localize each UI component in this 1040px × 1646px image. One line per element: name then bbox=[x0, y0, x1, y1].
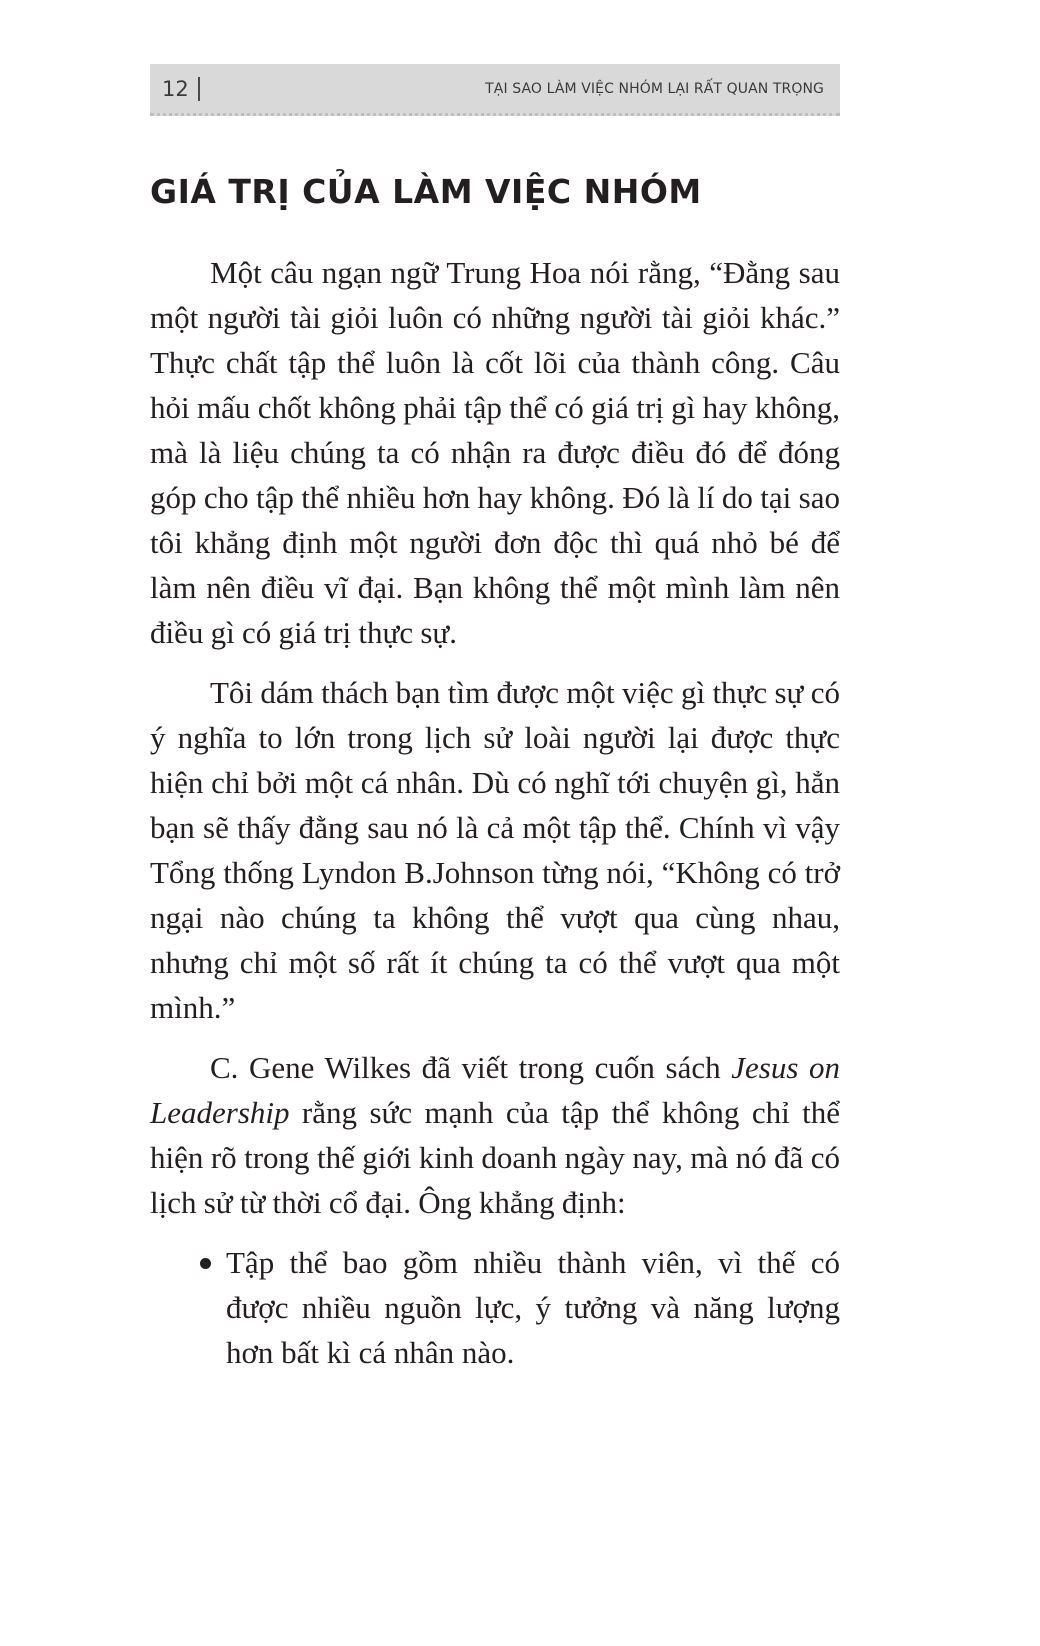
running-title: TẠI SAO LÀM VIỆC NHÓM LẠI RẤT QUAN TRỌNG bbox=[485, 81, 824, 97]
bullet-icon bbox=[200, 1258, 211, 1269]
paragraph-2: Tôi dám thách bạn tìm được một việc gì thực sự có ý nghĩa to lớn trong lịch sử loài người lại được thực hiện chỉ bởi một cá nhân. Dù có nghĩ tới chuyện gì, hẳn bạn sẽ thấy đằng sau nó là cả một tập thể. Chính vì vậy Tổng thống Lyndon B.Johnson từng nói, “Không có trở ngại nào chúng ta không thể vượt qua cùng nhau, nhưng chỉ một số rất ít chúng ta có thể vượt qua một mình.” bbox=[150, 675, 840, 1025]
bullet-text: Tập thể bao gồm nhiều thành viên, vì thế có được nhiều nguồn lực, ý tưởng và năng lượng hơn bất kì cá nhân nào. bbox=[226, 1245, 840, 1370]
section-heading: GIÁ TRỊ CỦA LÀM VIỆC NHÓM bbox=[150, 172, 702, 211]
bullet-list bbox=[150, 1240, 840, 1375]
paragraph-3-rest: rằng sức mạnh của tập thể không chỉ thể hiện rõ trong thế giới kinh doanh ngày nay, mà nó đã có lịch sử từ thời cổ đại. Ông khẳng định: bbox=[150, 1095, 840, 1220]
page-number: 12 bbox=[162, 77, 189, 101]
body-text bbox=[150, 250, 840, 1375]
header-divider bbox=[198, 77, 200, 101]
paragraph-3 bbox=[150, 1045, 840, 1225]
list-item bbox=[150, 1240, 840, 1375]
paragraph-3-lead: C. Gene Wilkes đã viết trong cuốn sách bbox=[210, 1050, 732, 1085]
paragraph-1: Một câu ngạn ngữ Trung Hoa nói rằng, “Đằng sau một người tài giỏi luôn có những người tài giỏi khác.” Thực chất tập thể luôn là cốt lõi của thành công. Câu hỏi mấu chốt không phải tập thể có giá trị gì hay không, mà là liệu chúng ta có nhận ra được điều đó để đóng góp cho tập thể nhiều hơn hay không. Đó là lí do tại sao tôi khẳng định một người đơn độc thì quá nhỏ bé để làm nên điều vĩ đại. Bạn không thể một mình làm nên điều gì có giá trị thực sự. bbox=[150, 255, 840, 650]
running-header bbox=[150, 64, 840, 116]
book-title: Jesus on Leadership bbox=[150, 1050, 840, 1130]
